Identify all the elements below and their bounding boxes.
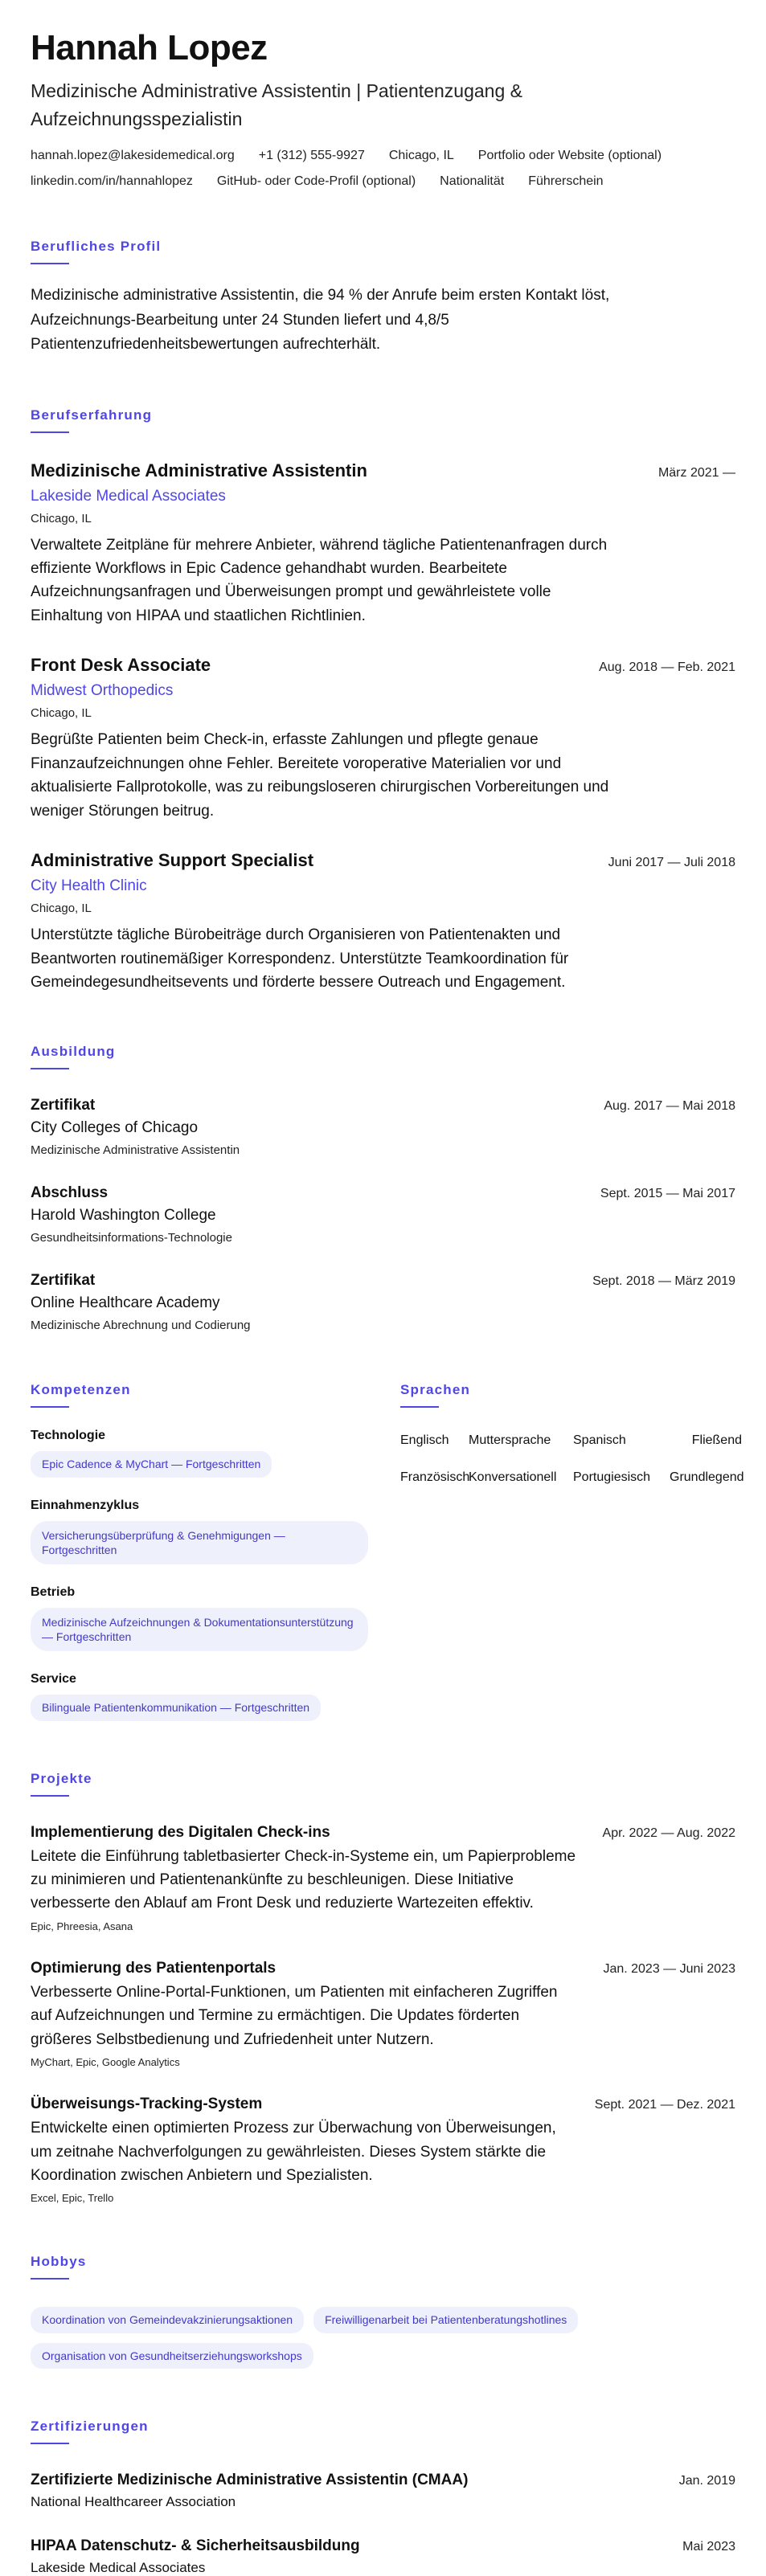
education-field: Gesundheitsinformations-Technologie (31, 1231, 232, 1245)
project-tech: Excel, Epic, Trello (31, 2192, 114, 2205)
skill-category: Technologie (31, 1429, 106, 1443)
language-name: Spanisch (573, 1433, 626, 1448)
certification-date: Jan. 2019 (678, 2473, 735, 2488)
contact-linkedin[interactable]: linkedin.com/in/hannahlopez (31, 174, 193, 189)
candidate-headline: Medizinische Administrative Assistentin | Patientenzugang & Aufzeichnungsspezialistin (31, 80, 522, 129)
contact-email[interactable]: hannah.lopez@lakesidemedical.org (31, 149, 235, 163)
skill-category: Service (31, 1672, 76, 1687)
languages-grid (400, 1433, 744, 1485)
project-description: Entwickelte einen optimierten Prozess zur Überwachung von Überweisungen, um zeitnahe Nachverfolgungen zu gewährleisten. Dieses System stärkte die Koordination zwischen Anbietern und Spezialisten. (31, 2120, 556, 2184)
section-divider (31, 431, 69, 433)
language-level: Muttersprache (469, 1433, 551, 1448)
certification-date: Mai 2023 (682, 2539, 735, 2554)
job-date: Aug. 2018 — Feb. 2021 (599, 660, 735, 675)
certification-entry (31, 2472, 735, 2510)
education-field: Medizinische Administrative Assistentin (31, 1143, 240, 1158)
language-name: Französisch (400, 1470, 470, 1485)
project-entry (31, 1960, 735, 2068)
job-company: Midwest Orthopedics (31, 682, 174, 700)
education-section (31, 1044, 735, 1332)
section-title: Projekte (31, 1770, 92, 1786)
skill-group (31, 1429, 368, 1477)
language-level: Fließend (691, 1433, 742, 1448)
education-degree: Zertifikat (31, 1097, 96, 1114)
experience-section (31, 407, 735, 995)
skill-group (31, 1585, 368, 1651)
section-title: Berufliches Profil (31, 239, 162, 255)
job-location: Chicago, IL (31, 511, 92, 525)
project-title: Überweisungs-Tracking-System (31, 2096, 263, 2113)
skill-group (31, 1672, 368, 1720)
project-tech: MyChart, Epic, Google Analytics (31, 2056, 180, 2069)
job-date: März 2021 — (657, 465, 735, 480)
profile-section (31, 239, 735, 357)
section-divider (31, 2278, 69, 2280)
hobby-list (31, 2299, 690, 2368)
education-degree: Abschluss (31, 1184, 109, 1202)
language-level: Konversationell (469, 1470, 557, 1485)
skill-category: Betrieb (31, 1584, 76, 1599)
section-title: Berufserfahrung (31, 407, 153, 423)
project-tech: Epic, Phreesia, Asana (31, 1920, 133, 1932)
education-date: Aug. 2017 — Mai 2018 (604, 1099, 735, 1114)
section-title: Kompetenzen (31, 1382, 131, 1398)
skill-chip: Epic Cadence & MyChart — Fortgeschritten (31, 1451, 272, 1477)
job-company: City Health Clinic (31, 877, 147, 895)
contact-github[interactable]: GitHub- oder Code-Profil (optional) (216, 174, 416, 189)
skill-chip: Bilinguale Patientenkommunikation — Fortgeschritten (31, 1695, 321, 1720)
job-title: Medizinische Administrative Assistentin (31, 460, 367, 480)
experience-entry (31, 850, 735, 994)
profile-text: Medizinische administrative Assistentin, die 94 % der Anrufe beim ersten Kontakt löst, Aufzeichnungs-Bearbeitung unter 24 Stunden liefert und 4,8/5 Patientenzufriedenheitsbewertungen aufrechterhält. (31, 287, 610, 354)
education-entry (31, 1097, 735, 1157)
project-date: Apr. 2022 — Aug. 2022 (602, 1826, 735, 1840)
language-name: Portugiesisch (573, 1470, 651, 1485)
project-entry (31, 1824, 735, 1932)
contact-license: Führerschein (528, 174, 604, 189)
education-school: Harold Washington College (31, 1207, 216, 1225)
contact-info (31, 149, 735, 189)
education-field: Medizinische Abrechnung und Codierung (31, 1319, 251, 1333)
job-location: Chicago, IL (31, 902, 92, 916)
hobbies-section (31, 2254, 735, 2368)
project-entry (31, 2096, 735, 2204)
projects-section (31, 1771, 735, 2205)
languages-section (400, 1382, 744, 1720)
section-title: Sprachen (400, 1382, 471, 1398)
job-date: Juni 2017 — Juli 2018 (608, 856, 735, 870)
skill-chip: Medizinische Aufzeichnungen & Dokumentationsunterstützung — Fortgeschritten (31, 1608, 368, 1651)
project-description: Leitete die Einführung tabletbasierter Check-in-Systeme ein, um Papierprobleme zu minimieren und Patientenankünfte zu beschleunigen. Diese Initiative verbesserte den Ablauf am Front Desk und reduzierte Wartezeiten effektiv. (31, 1847, 576, 1912)
job-description: Verwaltete Zeitpläne für mehrere Anbieter, während tägliche Patientenanfragen durch effiziente Workflows in Epic Cadence gehandhabt wurden. Bearbeitete Aufzeichnungsanfragen und Überweisungen prompt und gewährleistete volle Einhaltung von HIPAA und staatlichen Richtlinien. (31, 536, 608, 624)
certification-issuer: Lakeside Medical Associates (31, 2559, 206, 2575)
certification-title: HIPAA Datenschutz- & Sicherheitsausbildung (31, 2537, 360, 2554)
section-divider (31, 1795, 69, 1797)
hobby-chip: Organisation von Gesundheitserziehungsworkshops (31, 2343, 313, 2369)
certification-issuer: National Healthcareer Association (31, 2493, 236, 2509)
hobby-chip: Freiwilligenarbeit bei Patientenberatungshotlines (313, 2307, 578, 2333)
hobby-chip: Koordination von Gemeindevakzinierungsaktionen (31, 2307, 304, 2333)
job-title: Administrative Support Specialist (31, 850, 314, 871)
contact-location: Chicago, IL (388, 149, 454, 163)
contact-nationality: Nationalität (440, 174, 505, 189)
contact-portfolio[interactable]: Portfolio oder Website (optional) (477, 149, 662, 163)
certification-title: Zertifizierte Medizinische Administrative Assistentin (CMAA) (31, 2471, 469, 2488)
project-date: Jan. 2023 — Juni 2023 (603, 1961, 735, 1976)
section-divider (31, 1406, 69, 1408)
job-title: Front Desk Associate (31, 655, 211, 676)
job-location: Chicago, IL (31, 706, 92, 721)
skill-group (31, 1499, 368, 1564)
project-title: Optimierung des Patientenportals (31, 1959, 276, 1977)
section-divider (31, 1068, 69, 1069)
education-date: Sept. 2018 — März 2019 (592, 1274, 735, 1289)
education-date: Sept. 2015 — Mai 2017 (600, 1187, 735, 1201)
skill-category: Einnahmenzyklus (31, 1498, 140, 1512)
section-title: Zertifizierungen (31, 2418, 149, 2434)
education-school: Online Healthcare Academy (31, 1294, 220, 1312)
certifications-section (31, 2419, 735, 2576)
candidate-name: Hannah Lopez (31, 28, 268, 67)
resume-header (31, 29, 735, 189)
certification-entry (31, 2537, 735, 2576)
contact-phone[interactable]: +1 (312) 555-9927 (258, 149, 365, 163)
job-description: Begrüßte Patienten beim Check-in, erfasste Zahlungen und pflegte genaue Finanzaufzeichnungen ohne Fehler. Bereitete voroperative Materialien vor und aktualisierte Fallprotokolle, was zu reibungsloseren chirurgischen Vorbereitungen und weniger Störungen beitrug. (31, 731, 609, 820)
language-level: Grundlegend (670, 1470, 744, 1485)
project-description: Verbesserte Online-Portal-Funktionen, um Patienten mit einfacheren Zugriffen auf Aufzeichnungen und Termine zu ermächtigen. Die Updates förderten größeres Selbstbedienung und Zufriedenheit unter Nutzern. (31, 1983, 558, 2048)
experience-entry (31, 460, 735, 628)
job-company: Lakeside Medical Associates (31, 487, 226, 505)
project-title: Implementierung des Digitalen Check-ins (31, 1823, 330, 1841)
section-title: Hobbys (31, 2254, 87, 2270)
experience-entry (31, 655, 735, 823)
section-title: Ausbildung (31, 1044, 116, 1060)
section-divider (400, 1406, 439, 1408)
skills-languages-row (31, 1382, 744, 1720)
education-entry (31, 1184, 735, 1245)
project-date: Sept. 2021 — Dez. 2021 (594, 2098, 735, 2112)
education-entry (31, 1272, 735, 1332)
section-divider (31, 263, 69, 264)
language-name: Englisch (400, 1433, 449, 1448)
skills-section (31, 1382, 368, 1720)
skill-chip: Versicherungsüberprüfung & Genehmigungen — Fortgeschritten (31, 1521, 368, 1564)
section-divider (31, 2443, 69, 2444)
job-description: Unterstützte tägliche Bürobeiträge durch Organisieren von Patientenakten und Beantworten routinemäßiger Korrespondenz. Unterstützte Teamkoordination für Gemeindegesundheitsevents und förderte bessere Outreach und Engagement. (31, 926, 569, 991)
education-degree: Zertifikat (31, 1272, 96, 1290)
education-school: City Colleges of Chicago (31, 1119, 199, 1137)
